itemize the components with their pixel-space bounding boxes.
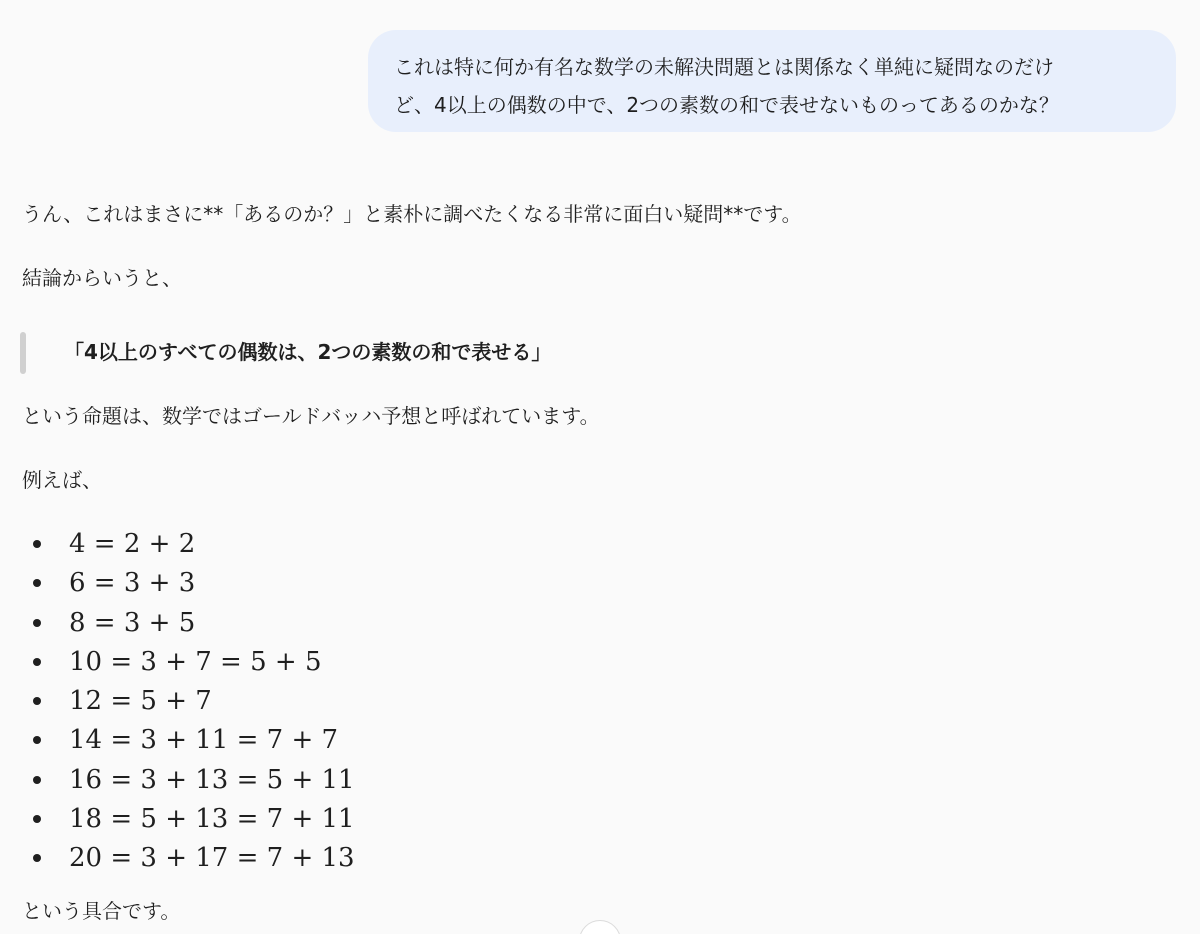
bullet-icon <box>33 579 41 587</box>
list-item <box>0 721 600 760</box>
bullet-icon <box>33 815 41 823</box>
bullet-icon <box>33 658 41 666</box>
user-message-line: これは特に何か有名な数学の未解決問題とは関係なく単純に疑問なのだけ <box>394 55 1054 79</box>
bullet-icon <box>33 854 41 862</box>
math-equation: 20 = 3 + 17 = 7 + 13 <box>69 843 355 874</box>
assistant-examples-lead: 例えば、 <box>22 468 102 492</box>
list-item <box>0 800 600 839</box>
list-item <box>0 604 600 643</box>
blockquote-bar <box>20 332 26 374</box>
math-equation: 6 = 3 + 3 <box>69 568 196 599</box>
list-item <box>0 761 600 800</box>
assistant-closing-text: という具合です。 <box>22 899 181 923</box>
math-equation: 18 = 5 + 13 = 7 + 11 <box>69 804 355 835</box>
bullet-icon <box>33 697 41 705</box>
scroll-to-bottom-button[interactable] <box>579 920 621 934</box>
assistant-conclusion-lead: 結論からいうと、 <box>22 266 182 290</box>
math-equation: 10 = 3 + 7 = 5 + 5 <box>69 646 322 677</box>
bullet-icon <box>33 776 41 784</box>
bullet-icon <box>33 540 41 548</box>
blockquote-text: 「4以上のすべての偶数は、2つの素数の和で表せる」 <box>64 340 552 364</box>
math-equation: 8 = 3 + 5 <box>69 607 196 638</box>
list-item <box>0 564 600 603</box>
math-equation: 14 = 3 + 11 = 7 + 7 <box>69 725 339 756</box>
chevron-down-icon <box>593 929 609 934</box>
math-equation: 4 = 2 + 2 <box>69 529 196 559</box>
list-item <box>0 839 600 878</box>
blockquote <box>20 332 720 374</box>
bullet-icon <box>33 736 41 744</box>
list-item <box>0 525 600 564</box>
math-equation: 16 = 3 + 13 = 5 + 11 <box>69 764 355 795</box>
user-message-line: ど、4以上の偶数の中で、2つの素数の和で表せないものってあるのかな？ <box>394 93 1059 117</box>
assistant-after-quote-text: という命題は、数学ではゴールドバッハ予想と呼ばれています。 <box>22 404 600 428</box>
assistant-intro-text: うん、これはまさに**「あるのか？」と素朴に調べたくなる非常に面白い疑問**です。 <box>22 202 802 226</box>
user-message-bubble <box>368 30 1176 132</box>
math-equation: 12 = 5 + 7 <box>69 686 212 717</box>
examples-list <box>0 525 600 879</box>
bullet-icon <box>33 619 41 627</box>
list-item <box>0 643 600 682</box>
list-item <box>0 682 600 721</box>
